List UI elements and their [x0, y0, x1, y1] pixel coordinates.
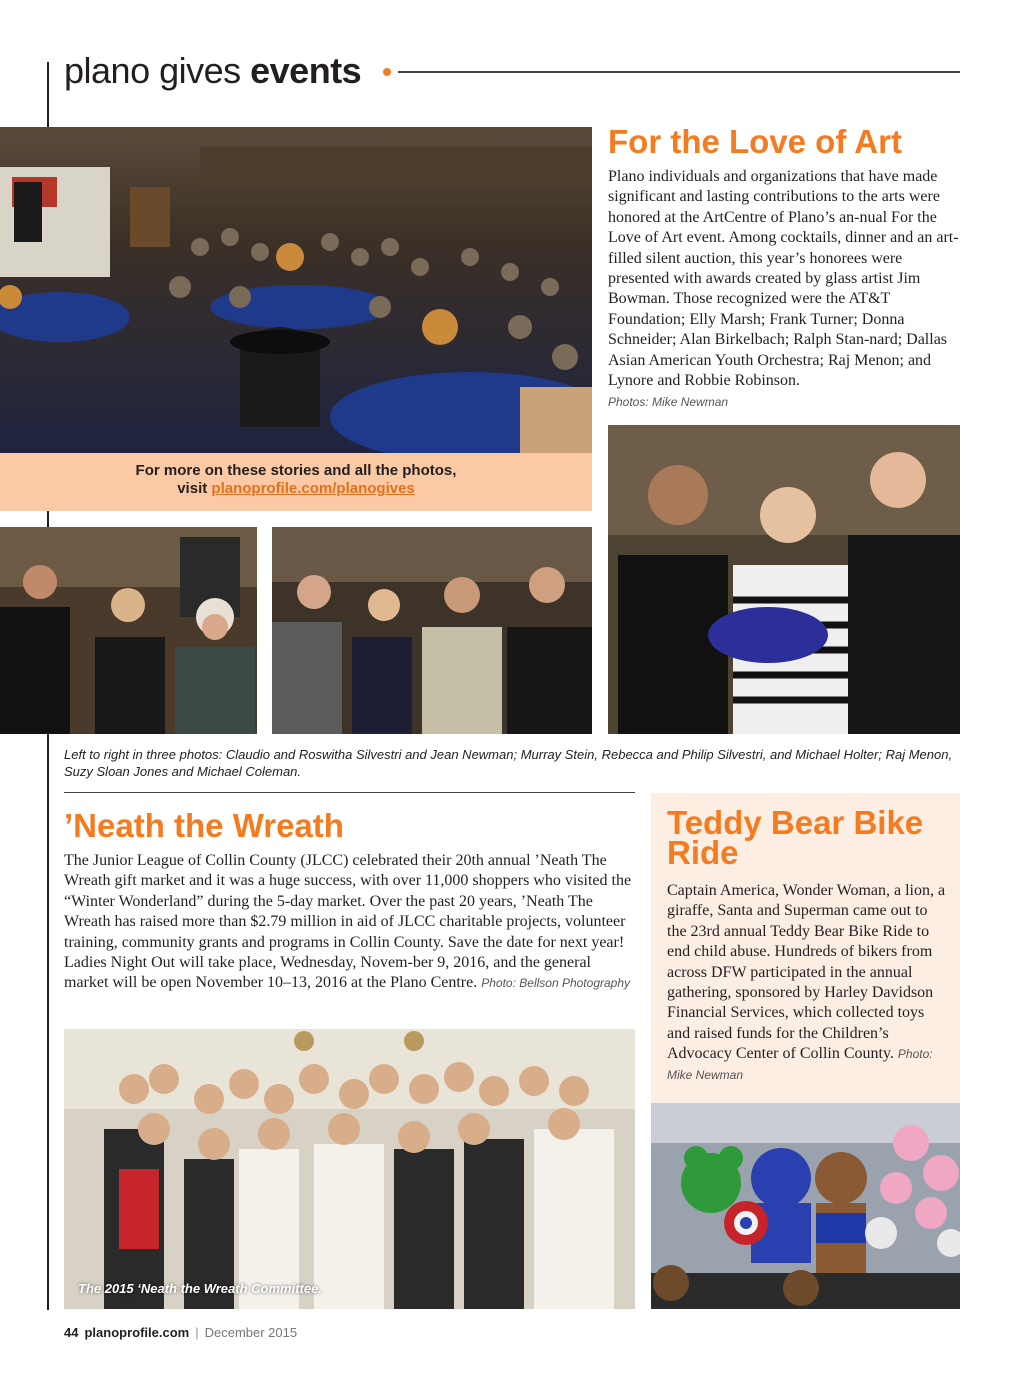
planogives-link[interactable]: planoprofile.com/planogives — [211, 480, 415, 497]
page-footer — [64, 1325, 297, 1340]
teddy-body — [667, 881, 947, 1085]
love-of-art-credit: Photos: Mike Newman — [608, 395, 729, 409]
wreath-photo-caption: The 2015 ‘Neath the Wreath Committee. — [78, 1281, 322, 1296]
silvestri-newman-photo — [0, 527, 257, 734]
stein-silvestri-holter-photo — [272, 527, 592, 734]
wreath-committee-photo — [64, 1029, 635, 1309]
section-title — [64, 48, 361, 94]
header-rule — [398, 71, 960, 73]
more-info-text — [0, 462, 592, 498]
wreath-heading: ’Neath the Wreath — [64, 807, 344, 844]
more-info-line1: For more on these stories and all the photos, — [135, 462, 457, 479]
more-info-line2 — [0, 480, 592, 498]
footer-separator: | — [195, 1325, 199, 1340]
header-dot — [383, 68, 391, 76]
more-info-visit-label: visit — [177, 480, 212, 497]
teddy-heading: Teddy Bear Bike Ride — [667, 804, 924, 871]
photo-caption: Left to right in three photos: Claudio and Roswitha Silvestri and Jean Newman; Murray Stein, Rebecca and Philip Silvestri, and Michael Holter; Raj Menon, Suzy Sloan Jones and Michael Coleman. — [64, 747, 953, 779]
teddy-bears-photo — [651, 1103, 960, 1309]
section-separator — [64, 792, 635, 793]
footer-site: planoprofile.com — [84, 1325, 190, 1340]
section-title-prefix: plano gives — [64, 50, 251, 91]
wreath-body — [64, 851, 634, 994]
teddy-credit: Photo: Mike Newman — [667, 1047, 933, 1082]
section-title-bold: events — [250, 50, 362, 91]
menon-jones-coleman-photo — [608, 425, 960, 734]
love-of-art-body: Plano individuals and organizations that have made significant and lasting contributions to the arts were honored at the ArtCentre of Plano’s an-nual For the Love of Art event. Among cocktails, dinner and an art-filled silent auction, this year’s honorees were presented with awards created by glass artist Jim Bowman. Those recognized were the AT&T Foundation; Elly Marsh; Frank Turner; Donna Schneider; Alan Birkelbach; Ralph Stan-nard; Dallas Asian American Youth Orchestra; Raj Menon; and Lynore and Robbie Robinson. — [608, 168, 959, 390]
banquet-hall-photo — [0, 127, 592, 453]
teddy-body-text: Captain America, Wonder Woman, a lion, a giraffe, Santa and Superman came out to the 23rd annual Teddy Bear Bike Ride to end child abuse. Hundreds of bikers from across DFW participated in the annual gathering, sponsored by Harley Davidson Financial Services, which collected toys and raised funds for the Children’s Advocacy Center of Collin County. — [667, 882, 946, 1063]
page-number: 44 — [64, 1325, 79, 1340]
wreath-body-text: The Junior League of Collin County (JLCC) celebrated their 20th annual ’Neath The Wreath gift market and it was a huge success, with over 11,000 shoppers who visited the “Winter Wonderland” during the 5-day market. Over the past 20 years, ’Neath The Wreath has raised more than $2.79 million in aid of JLCC charitable projects, volunteer training, community grants and programs in Collin County. Save the date for next year! Ladies Night Out will take place, Wednesday, Novem-ber 9, 2016, and the general market will be open November 10–13, 2016 at the Plano Centre. — [64, 852, 632, 992]
love-of-art-heading: For the Love of Art — [608, 123, 902, 160]
wreath-credit: Photo: Bellson Photography — [481, 976, 631, 991]
footer-date: December 2015 — [204, 1325, 298, 1340]
